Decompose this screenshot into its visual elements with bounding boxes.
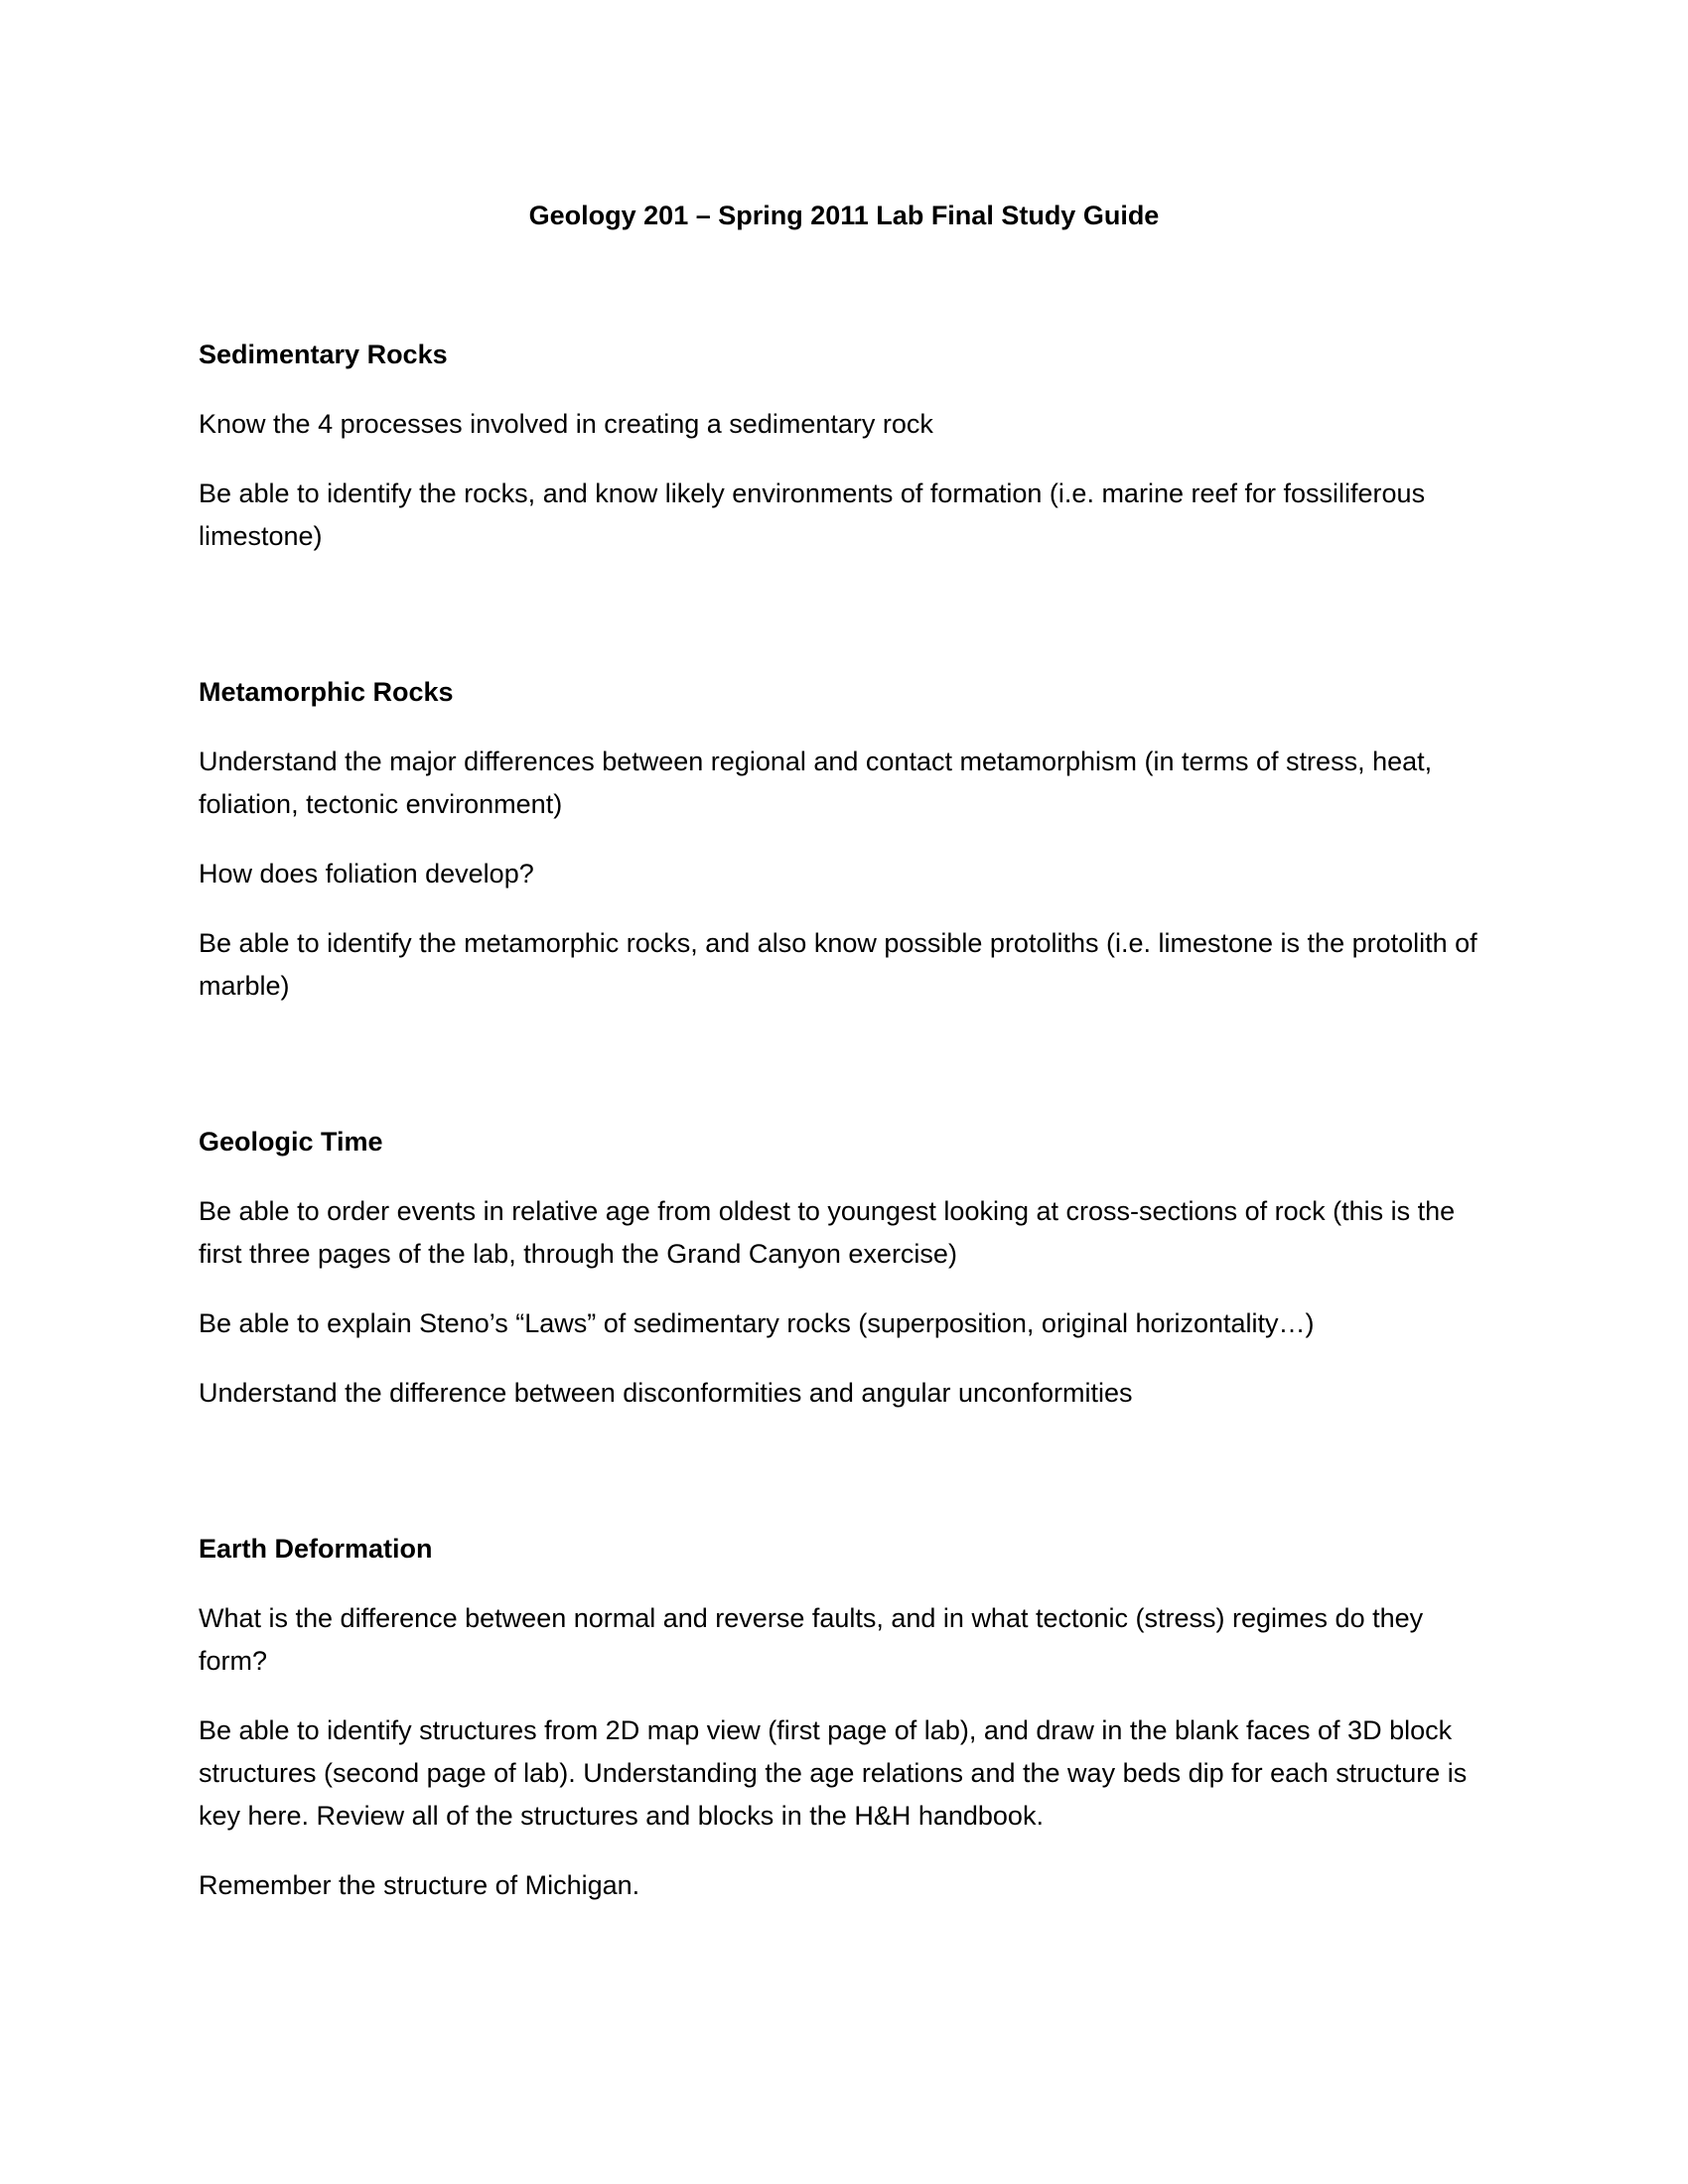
- paragraph: Be able to order events in relative age from oldest to youngest looking at cross-sections of rock (this is the first three pages of the lab, through the Grand Canyon exercise): [199, 1196, 1456, 1269]
- paragraph: How does foliation develop?: [199, 859, 534, 888]
- section-heading: Geologic Time: [199, 1127, 383, 1157]
- document-title: Geology 201 – Spring 2011 Lab Final Study Guide: [528, 201, 1160, 230]
- section-metamorphic-rocks: [199, 671, 1489, 1008]
- section-geologic-time: [199, 1121, 1489, 1415]
- paragraph: Know the 4 processes involved in creating a sedimentary rock: [199, 409, 933, 439]
- section-heading: Sedimentary Rocks: [199, 340, 448, 369]
- paragraph: Be able to explain Steno’s “Laws” of sedimentary rocks (superposition, original horizontality…): [199, 1308, 1315, 1338]
- section-earth-deformation: [199, 1528, 1489, 1907]
- paragraph: Understand the major differences between regional and contact metamorphism (in terms of stress, heat, foliation, tectonic environment): [199, 747, 1433, 819]
- paragraph: Understand the difference between disconformities and angular unconformities: [199, 1378, 1133, 1408]
- paragraph: Remember the structure of Michigan.: [199, 1870, 640, 1900]
- paragraph: Be able to identify the rocks, and know likely environments of formation (i.e. marine reef for fossiliferous limestone): [199, 478, 1426, 551]
- paragraph: Be able to identify structures from 2D map view (first page of lab), and draw in the blank faces of 3D block structures (second page of lab). Understanding the age relations and the way beds dip for each structure is key here. Review all of the structures and blocks in the H&H handbook.: [199, 1715, 1468, 1831]
- section-heading: Metamorphic Rocks: [199, 677, 454, 707]
- paragraph: What is the difference between normal and reverse faults, and in what tectonic (stress) regimes do they form?: [199, 1603, 1424, 1676]
- section-sedimentary-rocks: [199, 334, 1489, 558]
- paragraph: Be able to identify the metamorphic rocks, and also know possible protoliths (i.e. limestone is the protolith of marble): [199, 928, 1477, 1001]
- document-body: [199, 334, 1489, 1907]
- section-heading: Earth Deformation: [199, 1534, 433, 1564]
